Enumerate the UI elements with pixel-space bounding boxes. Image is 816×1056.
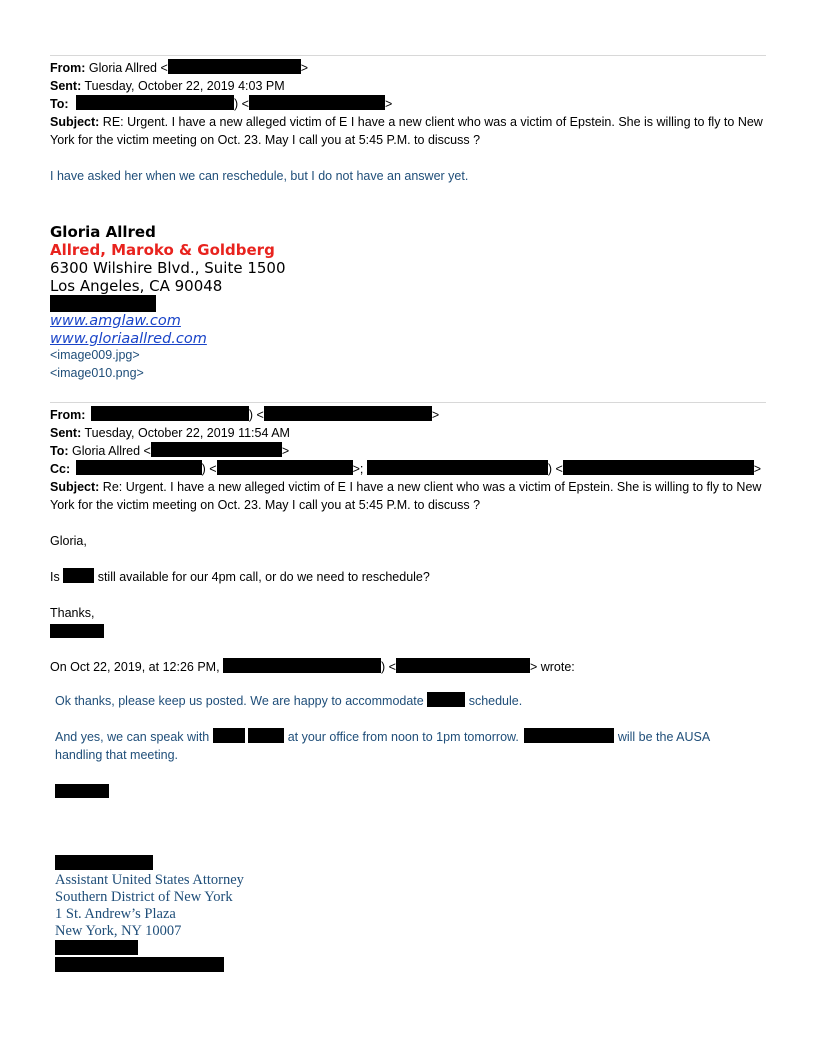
quote-header-text: > wrote: bbox=[529, 660, 575, 674]
redaction bbox=[91, 406, 249, 421]
sent-label: Sent: bbox=[50, 79, 82, 93]
from-label: From: bbox=[50, 61, 86, 75]
link-gloriaallred[interactable]: www.gloriaallred.com bbox=[50, 331, 207, 347]
ausa-street: 1 St. Andrew’s Plaza bbox=[55, 906, 176, 922]
from-bracket: > bbox=[300, 61, 309, 75]
redaction bbox=[50, 295, 156, 312]
redaction bbox=[264, 406, 432, 421]
to-bracket: > bbox=[384, 97, 393, 111]
body-text: Is bbox=[50, 570, 60, 584]
middle-divider bbox=[50, 402, 766, 403]
email2-to-row bbox=[50, 442, 289, 460]
redaction bbox=[396, 658, 530, 673]
email2-cc-row bbox=[50, 460, 761, 478]
to-name: Gloria Allred < bbox=[72, 444, 151, 458]
redaction bbox=[248, 728, 284, 743]
ausa-city: New York, NY 10007 bbox=[55, 923, 182, 939]
email2-from-row bbox=[50, 406, 439, 424]
email2-body bbox=[50, 568, 430, 586]
to-bracket: > bbox=[281, 444, 290, 458]
quoted-line3: handling that meeting. bbox=[55, 748, 179, 762]
sent-value: Tuesday, October 22, 2019 4:03 PM bbox=[84, 79, 285, 93]
redaction bbox=[168, 59, 301, 74]
from-label: From: bbox=[50, 408, 86, 422]
email1-body: I have asked her when we can reschedule, but I do not have an answer yet. bbox=[50, 169, 469, 183]
top-divider bbox=[50, 55, 766, 56]
email2-quote-header bbox=[50, 658, 575, 676]
redaction bbox=[63, 568, 94, 583]
redaction bbox=[55, 855, 153, 870]
ausa-title: Assistant United States Attorney bbox=[55, 872, 244, 888]
email2-subject bbox=[50, 478, 766, 514]
redaction bbox=[151, 442, 282, 457]
subject-value: RE: Urgent. I have a new alleged victim of E I have a new client who was a victim of Epstein. She is willing to fly to New York for the victim meeting on Oct. 23. May I call you at 5:45 P.M. to discuss ? bbox=[50, 115, 763, 147]
redaction bbox=[524, 728, 614, 743]
subject-value: Re: Urgent. I have a new alleged victim of E I have a new client who was a victim of Epstein. She is willing to fly to New York for the victim meeting on Oct. 23. May I call you at 5:45 P.M. to discuss ? bbox=[50, 480, 762, 512]
subject-label: Subject: bbox=[50, 480, 100, 494]
to-label: To: bbox=[50, 97, 69, 111]
body-text: still available for our 4pm call, or do we need to reschedule? bbox=[97, 570, 430, 584]
quote-separator: ) < bbox=[381, 660, 396, 674]
redaction bbox=[76, 95, 234, 110]
subject-label: Subject: bbox=[50, 115, 100, 129]
cc-separator: ) < bbox=[547, 462, 563, 476]
redaction bbox=[55, 940, 138, 955]
signature-address-line1: 6300 Wilshire Blvd., Suite 1500 bbox=[50, 259, 286, 277]
email1-from-row bbox=[50, 59, 308, 77]
cc-bracket: > bbox=[753, 462, 762, 476]
cc-separator: ) < bbox=[201, 462, 217, 476]
redaction bbox=[76, 460, 202, 475]
quoted-text: Ok thanks, please keep us posted. We are happy to accommodate bbox=[55, 694, 424, 708]
email1-to-row bbox=[50, 95, 392, 113]
link-amglaw[interactable]: www.amglaw.com bbox=[50, 313, 181, 329]
quoted-text: And yes, we can speak with bbox=[55, 730, 210, 744]
signature-name: Gloria Allred bbox=[50, 223, 156, 241]
redaction bbox=[55, 784, 109, 798]
sent-value: Tuesday, October 22, 2019 11:54 AM bbox=[84, 426, 290, 440]
ausa-office: Southern District of New York bbox=[55, 889, 233, 905]
email2-sent-row bbox=[50, 424, 290, 442]
quoted-text: at your office from noon to 1pm tomorrow. bbox=[287, 730, 519, 744]
from-separator: ) < bbox=[248, 408, 264, 422]
from-name: Gloria Allred < bbox=[88, 61, 168, 75]
attachment-image010[interactable]: <image010.png> bbox=[50, 366, 144, 380]
email1-subject bbox=[50, 113, 766, 149]
redaction bbox=[213, 728, 245, 743]
redaction bbox=[427, 692, 465, 707]
signature-address-line2: Los Angeles, CA 90048 bbox=[50, 277, 223, 295]
cc-label: Cc: bbox=[50, 462, 71, 476]
redaction bbox=[223, 658, 381, 673]
email2-thanks: Thanks, bbox=[50, 606, 95, 620]
quoted-text: will be the AUSA bbox=[617, 730, 711, 744]
redaction bbox=[55, 957, 224, 972]
quoted-line1 bbox=[55, 692, 522, 710]
from-bracket: > bbox=[431, 408, 440, 422]
redaction bbox=[563, 460, 754, 475]
redaction bbox=[217, 460, 353, 475]
email1-sent-row bbox=[50, 77, 285, 95]
attachment-image009[interactable]: <image009.jpg> bbox=[50, 348, 140, 362]
quoted-line2 bbox=[55, 728, 710, 746]
to-separator: ) < bbox=[234, 97, 249, 111]
redaction bbox=[367, 460, 548, 475]
to-label: To: bbox=[50, 444, 69, 458]
quoted-text: schedule. bbox=[468, 694, 523, 708]
redaction bbox=[249, 95, 385, 110]
redaction bbox=[50, 624, 104, 638]
cc-separator: >; bbox=[352, 462, 364, 476]
quote-header-text: On Oct 22, 2019, at 12:26 PM, bbox=[50, 660, 220, 674]
sent-label: Sent: bbox=[50, 426, 82, 440]
signature-firm: Allred, Maroko & Goldberg bbox=[50, 241, 275, 259]
email2-greeting: Gloria, bbox=[50, 534, 87, 548]
